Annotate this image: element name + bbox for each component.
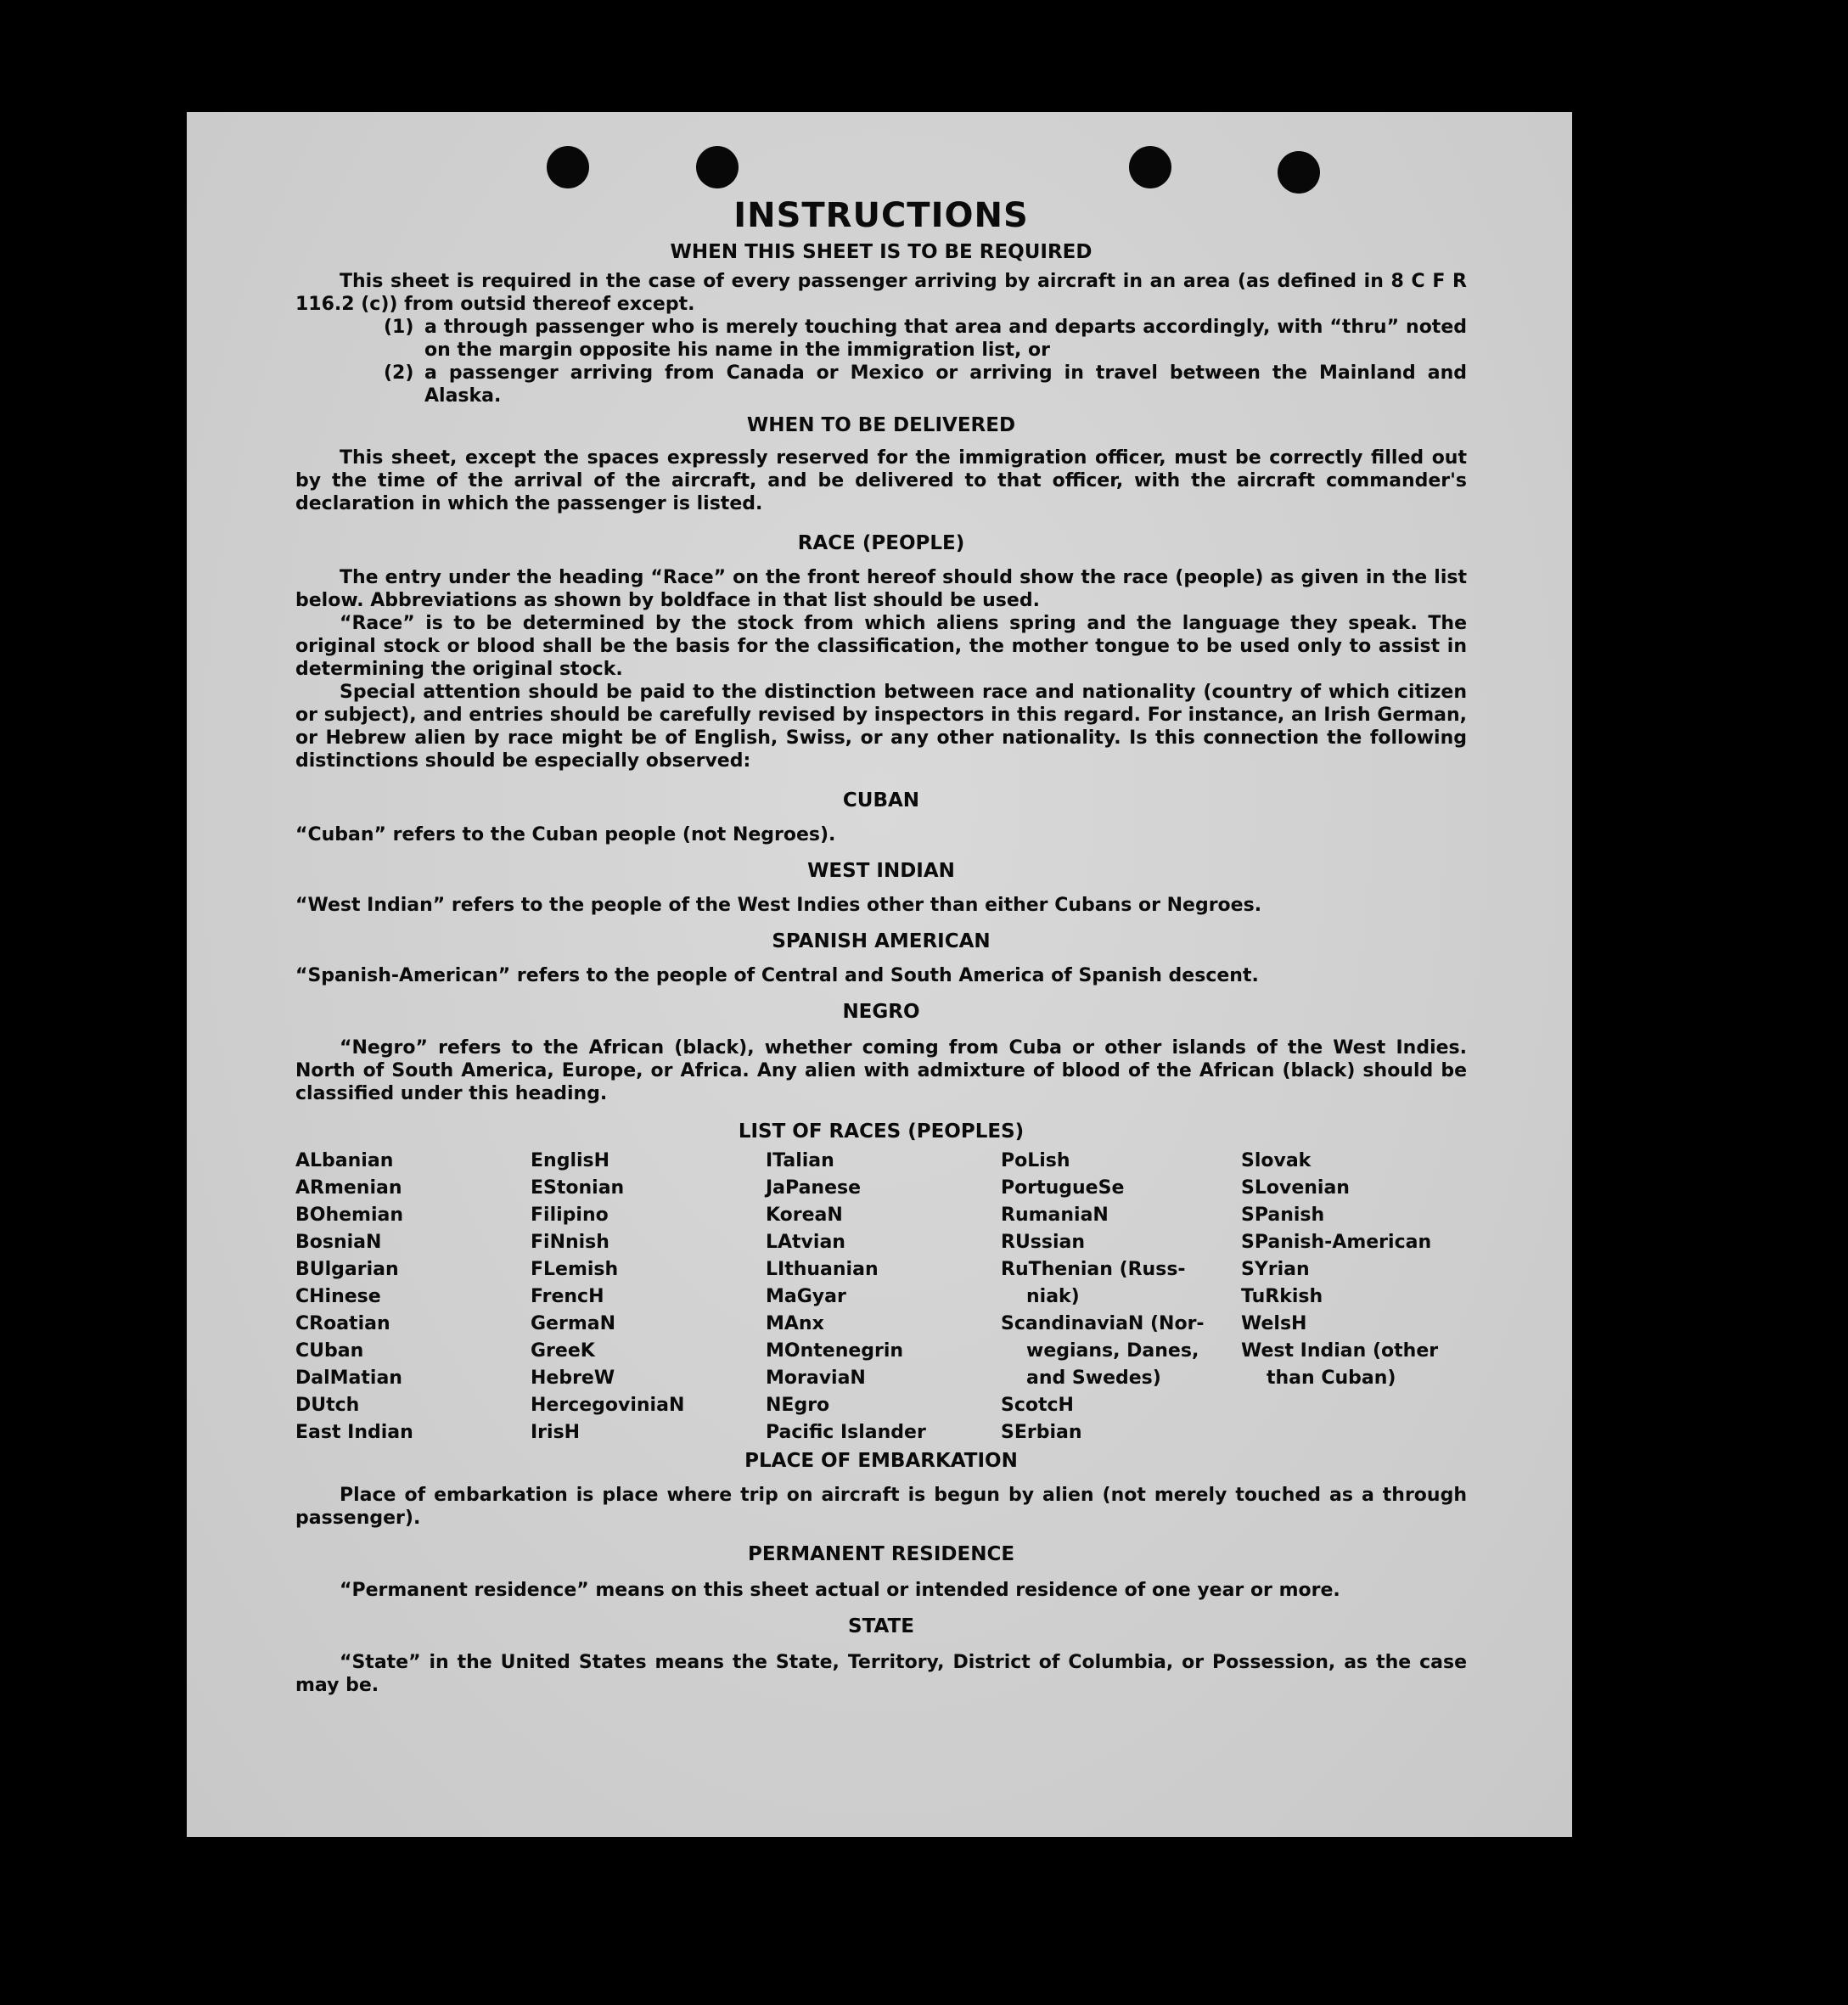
race-entry: SLovenian [1241,1177,1350,1199]
exception-number: (1) [384,317,414,338]
race-entry: SErbian [1001,1422,1082,1443]
heading-races-list: LIST OF RACES (PEOPLES) [738,1120,1025,1143]
race-paragraph-1: The entry under the heading “Race” on the front hereof should show the race (people) as given in the list below. Abbreviations as shown by boldface in that list should be used. [295,567,1467,611]
instructions-content [295,195,1467,1697]
heading-race: RACE (PEOPLE) [797,532,965,554]
page-title: INSTRUCTIONS [733,196,1029,235]
race-entry: GreeK [531,1340,595,1362]
race-entry: SPanish-American [1241,1232,1432,1253]
race-entry: Slovak [1241,1150,1312,1171]
race-paragraph-2: “Race” is to be determined by the stock from which aliens spring and the language they speak. The original stock or blood shall be the basis for the classification, the mother tongue to be used only to assist in determining the original stock. [295,613,1467,680]
race-entry: MOntenegrin [766,1340,904,1362]
heading-state: STATE [848,1615,914,1637]
race-entry: IrisH [531,1422,581,1443]
race-entry: ScotcH [1001,1395,1074,1416]
race-entry: CUban [295,1340,364,1362]
heading-required: WHEN THIS SHEET IS TO BE REQUIRED [670,241,1093,263]
state-text: “State” in the United States means the State, Territory, District of Columbia, or Possession, as the case may be. [295,1652,1467,1696]
race-entry: KoreaN [766,1205,843,1226]
embarkation-text: Place of embarkation is place where trip on aircraft is begun by alien (not merely touched as a through passenger). [295,1485,1467,1529]
race-entry: LAtvian [766,1232,845,1253]
required-text: This sheet is required in the case of every passenger arriving by aircraft in an area (as defined in 8 C F R 116.2 (c)) from outsid thereof except. [295,271,1467,315]
races-column-5 [1241,1148,1467,1446]
races-list [295,1148,1467,1446]
cuban-text: “Cuban” refers to the Cuban people (not Negroes). [295,824,836,845]
race-paragraph-3: Special attention should be paid to the distinction between race and nationality (country of which citizen or subject), and entries should be carefully revised by inspectors in this regard. For instance, an Irish German, or Hebrew alien by race might be of English, Swiss, or any other nationality. Is this connection the following distinctions should be especially observed: [295,682,1467,772]
heading-spanish-american: SPANISH AMERICAN [772,930,991,952]
heading-residence: PERMANENT RESIDENCE [747,1543,1015,1565]
negro-text: “Negro” refers to the African (black), whether coming from Cuba or other islands of the West Indies. North of South America, Europe, or Africa. Any alien with admixture of blood of the African (black) should be classified under this heading. [295,1037,1467,1104]
race-entry: SYrian [1241,1259,1310,1280]
exception-text: a passenger arriving from Canada or Mexico or arriving in travel between the Mainland and Alaska. [424,362,1467,407]
race-entry: FiNnish [531,1232,609,1253]
exception-text: a through passenger who is merely touching that area and departs accordingly, with “thru” noted on the margin opposite his name in the immigration list, or [424,317,1467,361]
punch-hole-icon [696,146,739,188]
race-entry: RUssian [1001,1232,1086,1253]
races-column-3 [766,1148,1001,1446]
spanish-american-text: “Spanish-American” refers to the people of Central and South America of Spanish descent. [295,965,1259,986]
residence-text: “Permanent residence” means on this sheet actual or intended residence of one year or more. [340,1580,1340,1601]
race-entry-continued: than Cuban) [1267,1368,1396,1389]
heading-west-indian: WEST INDIAN [807,860,955,882]
race-entry: DUtch [295,1395,360,1416]
race-entry: HercegoviniaN [531,1395,685,1416]
heading-negro: NEGRO [842,1001,920,1023]
race-entry: RumaniaN [1001,1205,1109,1226]
delivered-text: This sheet, except the spaces expressly reserved for the immigration officer, must be correctly filled out by the time of the arrival of the aircraft, and be delivered to that officer, with the aircraft commander's declaration in which the passenger is listed. [295,447,1467,514]
exception-1 [384,316,1467,362]
race-entry: ITalian [766,1150,834,1171]
race-entry: PortugueSe [1001,1177,1125,1199]
race-entry: NEgro [766,1395,830,1416]
race-entry: CHinese [295,1286,381,1307]
race-entry-continued: and Swedes) [1026,1368,1161,1389]
race-entry: EnglisH [531,1150,610,1171]
race-entry: ALbanian [295,1150,394,1171]
race-entry: MAnx [766,1313,824,1334]
race-entry-continued: niak) [1026,1286,1080,1307]
race-entry: DalMatian [295,1368,402,1389]
punch-hole-icon [547,146,589,188]
exception-number: (2) [384,362,414,384]
race-entry: Pacific Islander [766,1422,926,1443]
race-entry: MaGyar [766,1286,846,1307]
race-entry: FrencH [531,1286,604,1307]
race-entry: WelsH [1241,1313,1307,1334]
races-column-1 [295,1148,531,1446]
race-entry: GermaN [531,1313,616,1334]
exception-2 [384,362,1467,407]
west-indian-text: “West Indian” refers to the people of the West Indies other than either Cubans or Negroes. [295,895,1262,916]
races-column-4 [1001,1148,1241,1446]
race-entry: BOhemian [295,1205,404,1226]
races-column-2 [531,1148,766,1446]
race-entry: ScandinaviaN (Nor- [1001,1313,1205,1334]
heading-cuban: CUBAN [842,789,920,812]
race-entry: HebreW [531,1368,615,1389]
punch-hole-icon [1278,151,1320,194]
race-entry: West Indian (other [1241,1340,1439,1362]
document-sheet [187,112,1572,1837]
race-entry: TuRkish [1241,1286,1323,1307]
race-entry: MoraviaN [766,1368,866,1389]
race-entry: PoLish [1001,1150,1070,1171]
race-entry: BUlgarian [295,1259,399,1280]
race-entry: ARmenian [295,1177,402,1199]
race-entry: LIthuanian [766,1259,879,1280]
heading-delivered: WHEN TO BE DELIVERED [746,414,1016,436]
race-entry: BosniaN [295,1232,382,1253]
race-entry: Filipino [531,1205,609,1226]
race-entry: East Indian [295,1422,413,1443]
race-entry: FLemish [531,1259,619,1280]
punch-hole-icon [1129,146,1171,188]
heading-embarkation: PLACE OF EMBARKATION [744,1450,1018,1472]
race-entry: CRoatian [295,1313,390,1334]
race-entry-continued: wegians, Danes, [1026,1340,1199,1362]
race-entry: JaPanese [766,1177,862,1199]
race-entry: RuThenian (Russ- [1001,1259,1186,1280]
race-entry: SPanish [1241,1205,1325,1226]
race-entry: EStonian [531,1177,625,1199]
